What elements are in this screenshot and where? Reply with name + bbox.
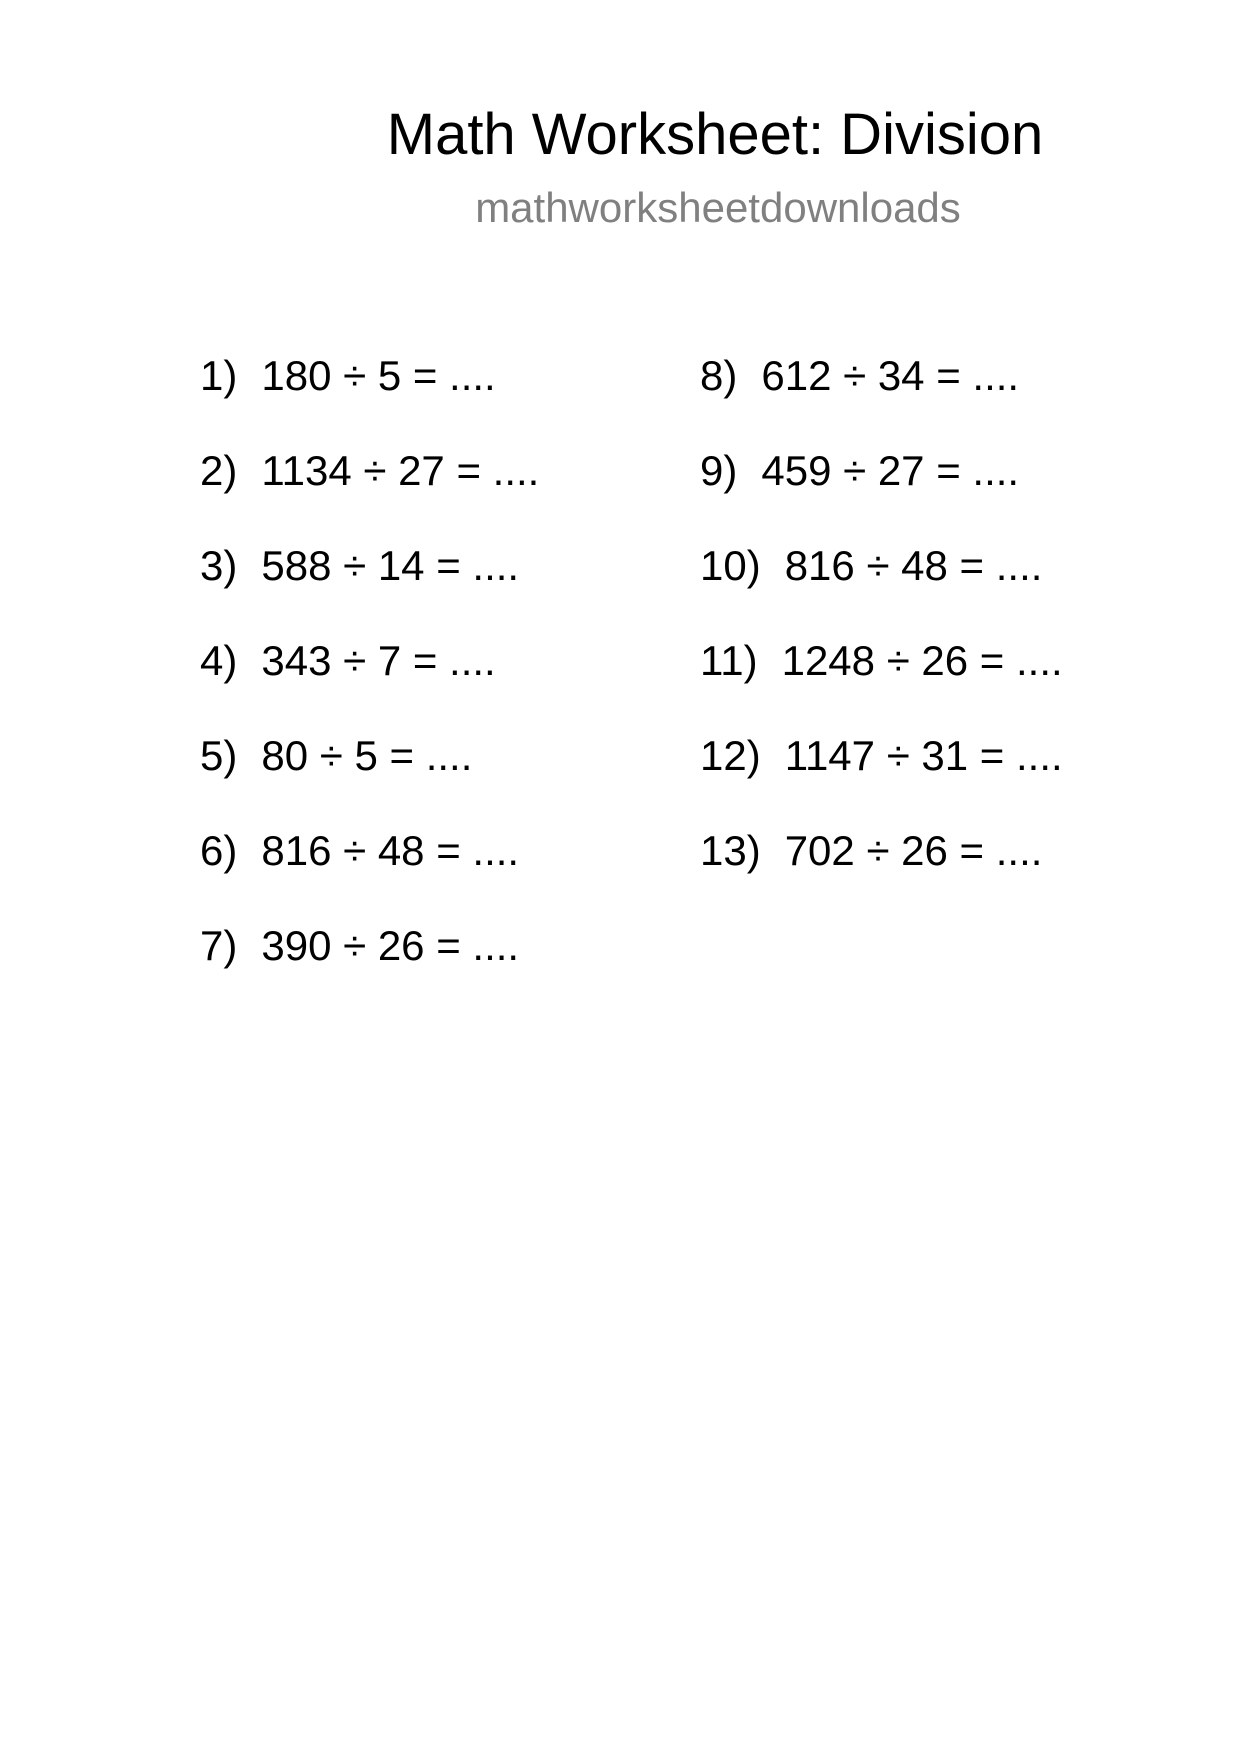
problems-column-right bbox=[700, 346, 1063, 916]
problem-number: 13) bbox=[700, 827, 761, 874]
problem-11 bbox=[700, 631, 1063, 726]
problem-expression: 816 ÷ 48 = .... bbox=[261, 827, 520, 874]
problem-5 bbox=[200, 726, 539, 821]
problem-expression: 702 ÷ 26 = .... bbox=[784, 827, 1043, 874]
problem-number: 12) bbox=[700, 732, 761, 779]
problem-4 bbox=[200, 631, 539, 726]
problem-expression: 1134 ÷ 27 = .... bbox=[261, 447, 540, 494]
problem-number: 7) bbox=[200, 922, 238, 969]
problem-number: 2) bbox=[200, 447, 238, 494]
problem-expression: 80 ÷ 5 = .... bbox=[261, 732, 473, 779]
worksheet-title: Math Worksheet: Division bbox=[386, 102, 1044, 167]
problem-number: 8) bbox=[700, 352, 738, 399]
problem-expression: 459 ÷ 27 = .... bbox=[761, 447, 1020, 494]
problem-expression: 390 ÷ 26 = .... bbox=[261, 922, 520, 969]
worksheet-subtitle: mathworksheetdownloads bbox=[475, 184, 961, 231]
problem-number: 3) bbox=[200, 542, 238, 589]
problem-expression: 1147 ÷ 31 = .... bbox=[784, 732, 1063, 779]
problem-number: 10) bbox=[700, 542, 761, 589]
problem-9 bbox=[700, 441, 1063, 536]
problem-expression: 343 ÷ 7 = .... bbox=[261, 637, 496, 684]
problem-2 bbox=[200, 441, 539, 536]
problem-expression: 612 ÷ 34 = .... bbox=[761, 352, 1020, 399]
problem-expression: 1248 ÷ 26 = .... bbox=[781, 637, 1063, 684]
problem-number: 6) bbox=[200, 827, 238, 874]
problem-expression: 816 ÷ 48 = .... bbox=[784, 542, 1043, 589]
problem-7 bbox=[200, 916, 539, 1011]
problem-number: 1) bbox=[200, 352, 238, 399]
problem-number: 11) bbox=[700, 637, 758, 684]
problem-number: 5) bbox=[200, 732, 238, 779]
problems-column-left bbox=[200, 346, 539, 1011]
problem-12 bbox=[700, 726, 1063, 821]
problem-6 bbox=[200, 821, 539, 916]
problem-number: 9) bbox=[700, 447, 738, 494]
problem-13 bbox=[700, 821, 1063, 916]
problem-8 bbox=[700, 346, 1063, 441]
problem-3 bbox=[200, 536, 539, 631]
problem-number: 4) bbox=[200, 637, 238, 684]
problem-10 bbox=[700, 536, 1063, 631]
problem-expression: 180 ÷ 5 = .... bbox=[261, 352, 496, 399]
problem-expression: 588 ÷ 14 = .... bbox=[261, 542, 520, 589]
problem-1 bbox=[200, 346, 539, 441]
